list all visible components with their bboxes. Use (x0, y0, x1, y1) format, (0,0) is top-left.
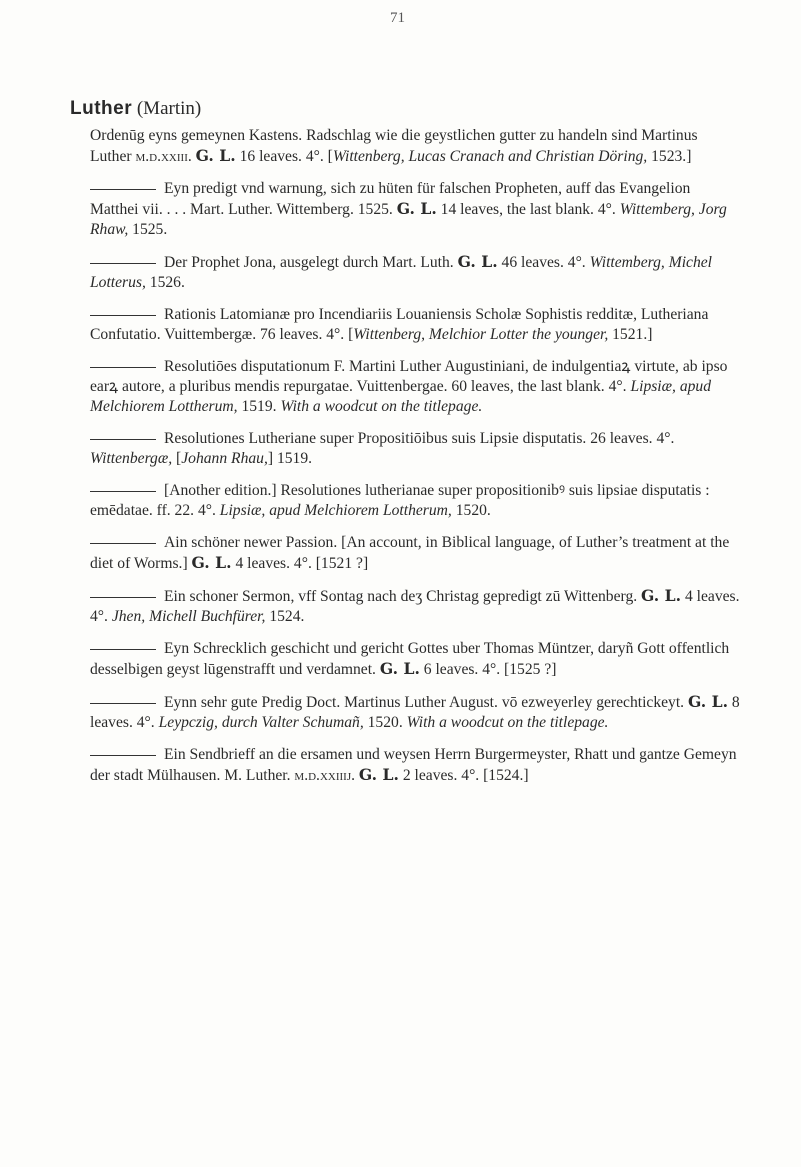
imprint-text: Wittenbergæ, (90, 450, 173, 467)
catalog-entry (70, 179, 740, 240)
gothic-letter-mark: G. L. (379, 659, 420, 678)
gothic-letter-mark: G. L. (687, 692, 728, 711)
entry-text: Ein schoner Sermon, vff Sontag nach deʒ Christag gepredigt zū Wittenberg. (164, 588, 642, 605)
ditto-rule (90, 367, 156, 368)
entry-text: Der Prophet Jona, ausgelegt durch Mart. Luth. (164, 254, 458, 271)
entry-text: Eyn Schrecklich geschicht und gericht Gottes uber Thomas Müntzer, daryñ Gott offentlich desselbigen geyst lūgenstrafft und verdamnet. (90, 640, 730, 678)
entry-text: 1520. (363, 714, 407, 731)
gothic-letter-mark: G. L. (358, 765, 399, 784)
catalog-entry (70, 481, 740, 521)
entry-text: [ (172, 450, 182, 467)
entry-text: Resolutiōes disputationum F. Martini Luther Augustiniani, de indulgentiaꝝ virtute, ab ipso earꝝ autore, a pluribus mendis repurgatae. Vuittenbergae. 60 leaves, the last blank. 4°. (90, 358, 728, 395)
entry-text: 1526. (145, 274, 185, 291)
entry-text: 4 leaves. 4°. (90, 588, 740, 625)
imprint-text: Johann Rhau, (181, 450, 268, 467)
catalog-entry (70, 126, 740, 167)
ditto-rule (90, 703, 156, 704)
catalog-entry (70, 252, 740, 293)
entry-text: Eyn predigt vnd warnung, sich zu hüten für falschen Propheten, auff das Evangelion Matthei vii. . . . Mart. Luther. Wittemberg. 1525. (90, 180, 691, 218)
imprint-text: Leypczig, durch Valter Schumañ, (158, 714, 364, 731)
catalog-entry (70, 429, 740, 469)
gothic-letter-mark: G. L. (457, 252, 498, 271)
catalog-entry (70, 305, 740, 345)
author-heading (70, 98, 201, 120)
entry-text: Rationis Latomianæ pro Incendiariis Louaniensis Scholæ Sophistis redditæ, Lutheriana Confutatio. Vuittembergæ. 76 leaves. 4°. [ (90, 306, 709, 343)
imprint-text: Wittenberg, Melchior Lotter the younger, (353, 326, 609, 343)
entry-list (70, 126, 740, 798)
ditto-rule (90, 491, 156, 492)
catalog-entry (70, 586, 740, 627)
ditto-rule (90, 649, 156, 650)
ditto-rule (90, 263, 156, 264)
entry-text: Eynn sehr gute Predig Doct. Martinus Luther August. vō ezweyerley gerechtickeyt. (164, 694, 688, 711)
gothic-letter-mark: G. L. (191, 553, 232, 572)
gothic-letter-mark: G. L. (195, 146, 236, 165)
entry-text: 16 leaves. 4°. [ (235, 148, 333, 165)
imprint-text: With a woodcut on the titlepage. (280, 398, 483, 415)
entry-text: 1525. (128, 221, 168, 238)
entry-text: 6 leaves. 4°. [1525 ?] (419, 661, 557, 678)
entry-text: Ain schöner newer Passion. [An account, in Biblical language, of Luther’s treatment at the diet of Worms.] (90, 534, 730, 572)
entry-text: Ordenūg eyns gemeynen Kastens. Radschlag wie die geystlichen gutter zu handeln sind Martinus Luther (90, 127, 698, 165)
author-forename: (Martin) (132, 98, 202, 119)
gothic-letter-mark: G. L. (641, 586, 682, 605)
catalog-entry (70, 639, 740, 680)
entry-text: Ein Sendbrieff an die ersamen und weysen Herrn Burgermeyster, Rhatt und gantze Gemeyn der stadt Mülhausen. M. Luther. (90, 746, 737, 784)
ditto-rule (90, 439, 156, 440)
entry-text: 1524. (265, 608, 305, 625)
catalog-entry (70, 533, 740, 574)
entry-text: 14 leaves, the last blank. 4°. (436, 201, 620, 218)
imprint-text: Wittemberg, Michel Lotterus, (90, 254, 713, 291)
ditto-rule (90, 755, 156, 756)
imprint-text: Wittemberg, Jorg Rhaw, (90, 201, 727, 238)
ditto-rule (90, 315, 156, 316)
entry-text: 1523.] (647, 148, 692, 165)
catalog-entry (70, 692, 740, 733)
entry-text: [Another edition.] Resolutiones lutherianae super propositionibꝰ suis lipsiae disputatis : emēdatae. ff. 22. 4°. (90, 482, 710, 519)
imprint-text: Lipsiæ, apud Melchiorem Lottherum, (90, 378, 712, 415)
entry-text: m.d.xxiii. (135, 148, 192, 165)
gothic-letter-mark: G. L. (396, 199, 437, 218)
ditto-rule (90, 189, 156, 190)
catalog-entry (70, 745, 740, 786)
entry-text: 8 leaves. 4°. (90, 694, 740, 731)
imprint-text: Lipsiæ, apud Melchiorem Lottherum, (219, 502, 452, 519)
page-number: 71 (390, 10, 405, 26)
entry-text: Resolutiones Lutheriane super Propositiōibus suis Lipsie disputatis. 26 leaves. 4°. (164, 430, 675, 447)
entry-text: 1521.] (608, 326, 653, 343)
entry-text: 2 leaves. 4°. [1524.] (398, 767, 529, 784)
entry-text: 1520. (451, 502, 491, 519)
ditto-rule (90, 597, 156, 598)
entry-text: 4 leaves. 4°. [1521 ?] (231, 555, 369, 572)
imprint-text: With a woodcut on the titlepage. (406, 714, 609, 731)
entry-text: 1519. (237, 398, 281, 415)
ditto-rule (90, 543, 156, 544)
catalog-entry (70, 357, 740, 417)
author-surname: Luther (70, 98, 133, 119)
entry-text: 46 leaves. 4°. (497, 254, 590, 271)
entry-text: ] 1519. (267, 450, 313, 467)
entry-text: m.d.xxiiij. (294, 767, 355, 784)
imprint-text: Jhen, Michell Buchfürer, (111, 608, 266, 625)
imprint-text: Wittenberg, Lucas Cranach and Christian Döring, (332, 148, 648, 165)
